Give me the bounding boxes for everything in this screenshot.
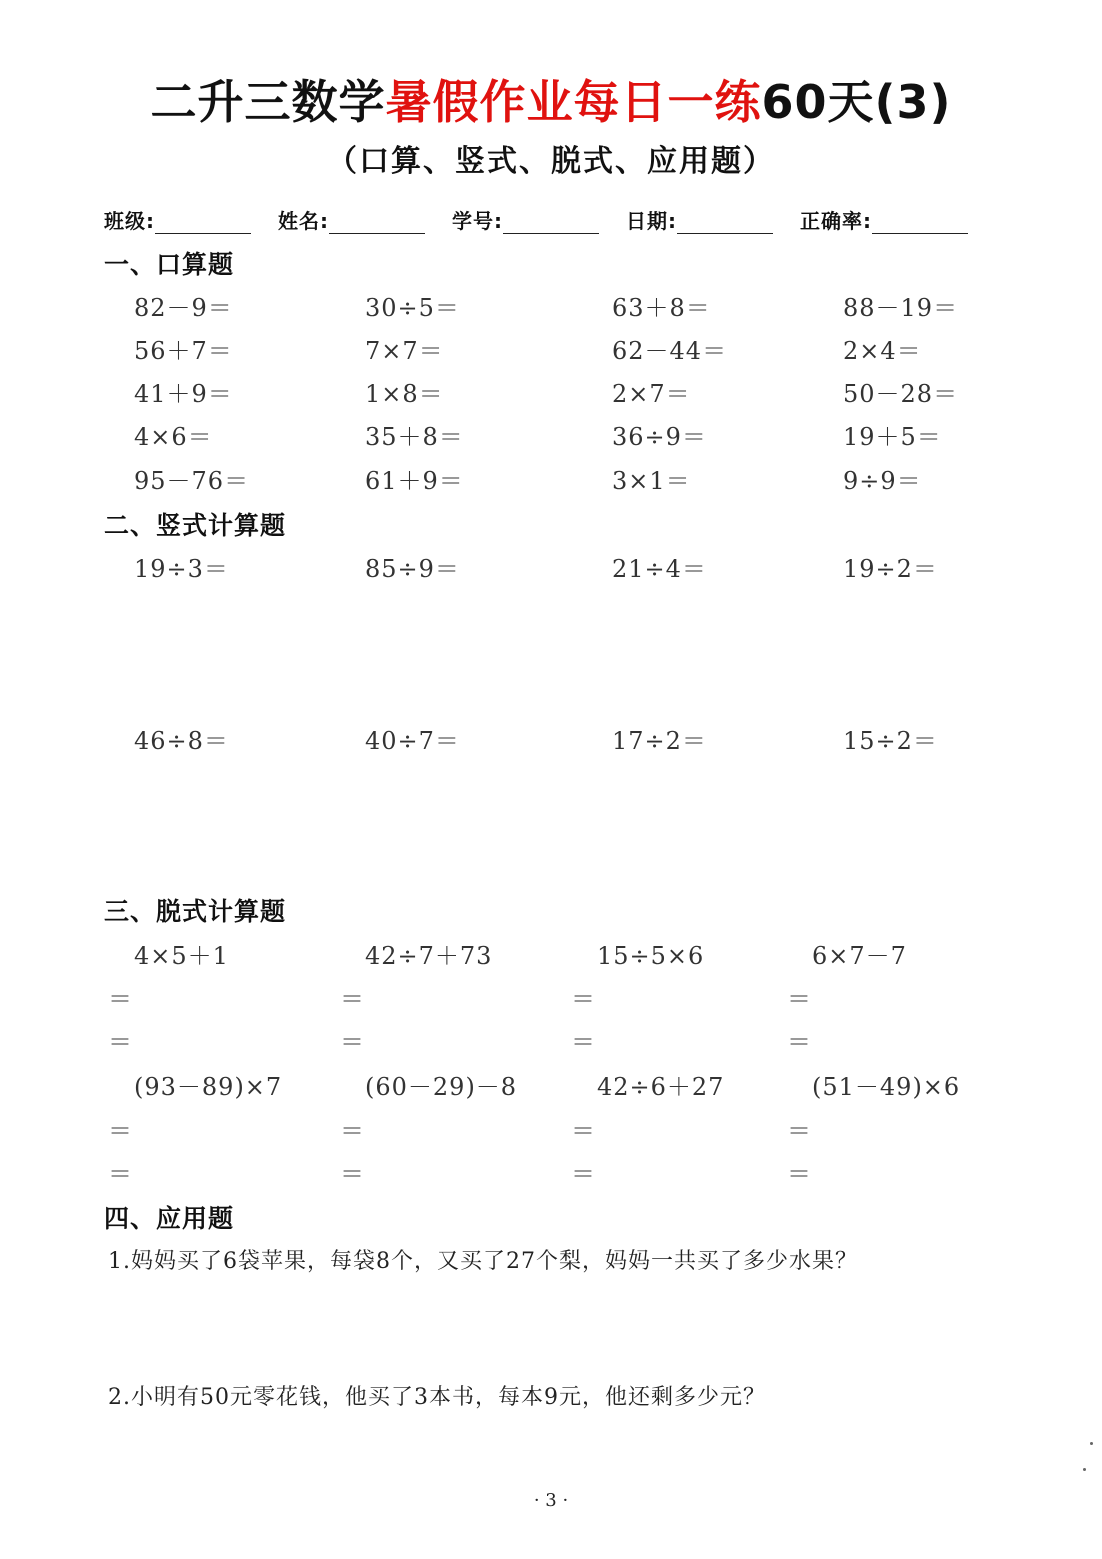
equals-sign: ＝ bbox=[108, 1160, 132, 1188]
equals-sign: ＝ bbox=[571, 1117, 595, 1145]
stepwise-problem: (60－29)－8 bbox=[365, 1073, 518, 1101]
equals-sign: ＝ bbox=[108, 1028, 132, 1056]
oral-problem: 62－44＝ bbox=[612, 337, 728, 365]
equals-sign: ＝ bbox=[571, 1160, 595, 1188]
info-label-accuracy: 正确率: bbox=[800, 209, 872, 233]
scan-speck bbox=[1083, 1468, 1086, 1471]
oral-problem: 56＋7＝ bbox=[134, 337, 233, 365]
title-part-days: 60天(3) bbox=[761, 75, 952, 129]
stepwise-problem: 4×5＋1 bbox=[134, 942, 229, 970]
info-label-date: 日期: bbox=[626, 209, 677, 233]
equals-sign: ＝ bbox=[787, 1028, 811, 1056]
info-accuracy bbox=[800, 198, 968, 234]
stepwise-problem: 42÷6＋27 bbox=[597, 1073, 725, 1101]
info-date bbox=[626, 198, 773, 234]
vertical-problem: 46÷8＝ bbox=[134, 727, 229, 755]
oral-problem: 3×1＝ bbox=[612, 467, 691, 495]
page-number: · 3 · bbox=[533, 1490, 569, 1511]
oral-problem: 4×6＝ bbox=[134, 423, 213, 451]
equals-sign: ＝ bbox=[787, 1160, 811, 1188]
vertical-problem: 21÷4＝ bbox=[612, 555, 707, 583]
stepwise-problem: (93－89)×7 bbox=[134, 1073, 283, 1101]
page-title bbox=[0, 72, 1102, 132]
class-blank[interactable] bbox=[155, 209, 251, 234]
vertical-problem: 15÷2＝ bbox=[843, 727, 938, 755]
section-word-problems-heading: 四、应用题 bbox=[104, 1204, 235, 1233]
oral-problem: 1×8＝ bbox=[365, 380, 444, 408]
equals-sign: ＝ bbox=[787, 985, 811, 1013]
student-info-row bbox=[104, 198, 1044, 234]
oral-problem: 50－28＝ bbox=[843, 380, 959, 408]
vertical-problem: 19÷3＝ bbox=[134, 555, 229, 583]
oral-problem: 2×4＝ bbox=[843, 337, 922, 365]
info-label-name: 姓名: bbox=[278, 209, 329, 233]
info-class bbox=[104, 198, 251, 234]
oral-problem: 9÷9＝ bbox=[843, 467, 922, 495]
stepwise-problem: 6×7－7 bbox=[812, 942, 907, 970]
equals-sign: ＝ bbox=[571, 985, 595, 1013]
info-label-class: 班级: bbox=[104, 209, 155, 233]
stepwise-problem: (51－49)×6 bbox=[812, 1073, 961, 1101]
oral-problem: 82－9＝ bbox=[134, 294, 233, 322]
oral-problem: 2×7＝ bbox=[612, 380, 691, 408]
name-blank[interactable] bbox=[329, 209, 425, 234]
scan-speck bbox=[1090, 1442, 1093, 1445]
equals-sign: ＝ bbox=[108, 1117, 132, 1145]
title-part-highlight: 暑假作业每日一练 bbox=[385, 75, 762, 129]
word-problem-1: 1.妈妈买了6袋苹果，每袋8个，又买了27个梨，妈妈一共买了多少水果？ bbox=[108, 1249, 858, 1274]
stepwise-problem: 42÷7＋73 bbox=[365, 942, 493, 970]
equals-sign: ＝ bbox=[340, 1117, 364, 1145]
oral-problem: 63＋8＝ bbox=[612, 294, 711, 322]
number-blank[interactable] bbox=[503, 209, 599, 234]
section-vertical-heading: 二、竖式计算题 bbox=[104, 511, 287, 540]
equals-sign: ＝ bbox=[340, 985, 364, 1013]
section-stepwise-heading: 三、脱式计算题 bbox=[104, 897, 287, 926]
equals-sign: ＝ bbox=[108, 985, 132, 1013]
section-oral-heading: 一、口算题 bbox=[104, 250, 235, 279]
info-number bbox=[452, 198, 599, 234]
page-subtitle: （口算、竖式、脱式、应用题） bbox=[327, 144, 775, 179]
oral-problem: 88－19＝ bbox=[843, 294, 959, 322]
vertical-problem: 40÷7＝ bbox=[365, 727, 460, 755]
oral-problem: 95－76＝ bbox=[134, 467, 250, 495]
date-blank[interactable] bbox=[677, 209, 773, 234]
title-part-grade: 二升三数学 bbox=[150, 75, 386, 129]
vertical-problem: 85÷9＝ bbox=[365, 555, 460, 583]
equals-sign: ＝ bbox=[571, 1028, 595, 1056]
equals-sign: ＝ bbox=[340, 1028, 364, 1056]
oral-problem: 41＋9＝ bbox=[134, 380, 233, 408]
accuracy-blank[interactable] bbox=[872, 209, 968, 234]
stepwise-problem: 15÷5×6 bbox=[597, 942, 705, 970]
oral-problem: 35＋8＝ bbox=[365, 423, 464, 451]
oral-problem: 36÷9＝ bbox=[612, 423, 707, 451]
equals-sign: ＝ bbox=[340, 1160, 364, 1188]
vertical-problem: 19÷2＝ bbox=[843, 555, 938, 583]
equals-sign: ＝ bbox=[787, 1117, 811, 1145]
oral-problem: 7×7＝ bbox=[365, 337, 444, 365]
oral-problem: 30÷5＝ bbox=[365, 294, 460, 322]
vertical-problem: 17÷2＝ bbox=[612, 727, 707, 755]
oral-problem: 19＋5＝ bbox=[843, 423, 942, 451]
word-problem-2: 2.小明有50元零花钱，他买了3本书，每本9元，他还剩多少元？ bbox=[108, 1385, 766, 1410]
info-label-number: 学号: bbox=[452, 209, 503, 233]
oral-problem: 61＋9＝ bbox=[365, 467, 464, 495]
info-name bbox=[278, 198, 425, 234]
